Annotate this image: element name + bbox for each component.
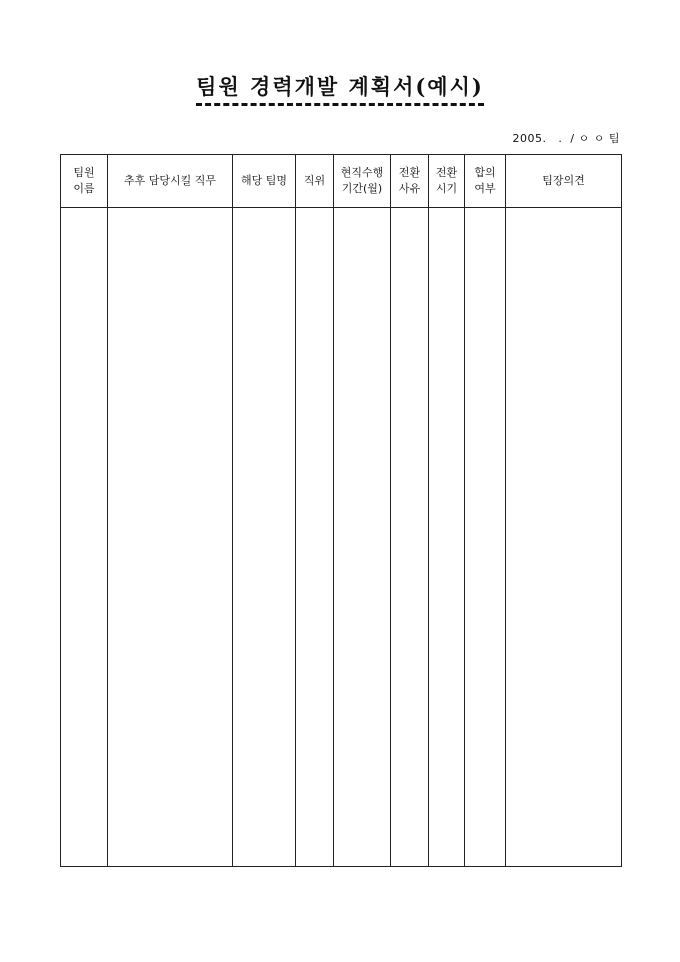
header-line: 이름 (73, 182, 95, 195)
header-position (296, 155, 334, 208)
table-row (61, 208, 622, 867)
cell-transfer-reason[interactable] (391, 208, 429, 867)
header-line: 전환 (435, 166, 458, 179)
cell-future-duty[interactable] (108, 208, 233, 867)
header-line: 시기 (435, 182, 458, 195)
header-line: 합의 (474, 166, 496, 179)
header-team-leader-opinion (506, 155, 622, 208)
header-transfer-timing (429, 155, 465, 208)
table-header-row (61, 155, 622, 208)
date-team-line: 2005. . / ㅇ ㅇ 팀 (512, 132, 620, 145)
cell-current-tenure[interactable] (334, 208, 391, 867)
document-title-container (0, 74, 680, 106)
header-line: 여부 (474, 182, 496, 195)
cell-transfer-timing[interactable] (429, 208, 465, 867)
header-line: 기간(월) (341, 182, 383, 195)
header-line: 추후 담당시킬 직무 (123, 174, 216, 187)
header-line: 팀원 (73, 166, 95, 179)
header-transfer-reason (391, 155, 429, 208)
cell-agreement[interactable] (465, 208, 506, 867)
cell-team-name[interactable] (233, 208, 296, 867)
header-agreement (465, 155, 506, 208)
cell-member-name[interactable] (61, 208, 108, 867)
header-future-duty (108, 155, 233, 208)
header-line: 팀장의견 (542, 174, 585, 187)
cell-team-leader-opinion[interactable] (506, 208, 622, 867)
career-plan-table (60, 154, 622, 867)
header-current-tenure (334, 155, 391, 208)
header-team-name (233, 155, 296, 208)
header-line: 현직수행 (340, 166, 384, 179)
header-member-name (61, 155, 108, 208)
header-line: 사유 (398, 182, 421, 195)
document-title: 팀원 경력개발 계획서(예시) (196, 74, 484, 106)
header-line: 전환 (398, 166, 421, 179)
header-line: 직위 (303, 174, 326, 187)
header-line: 해당 팀명 (240, 174, 287, 187)
cell-position[interactable] (296, 208, 334, 867)
